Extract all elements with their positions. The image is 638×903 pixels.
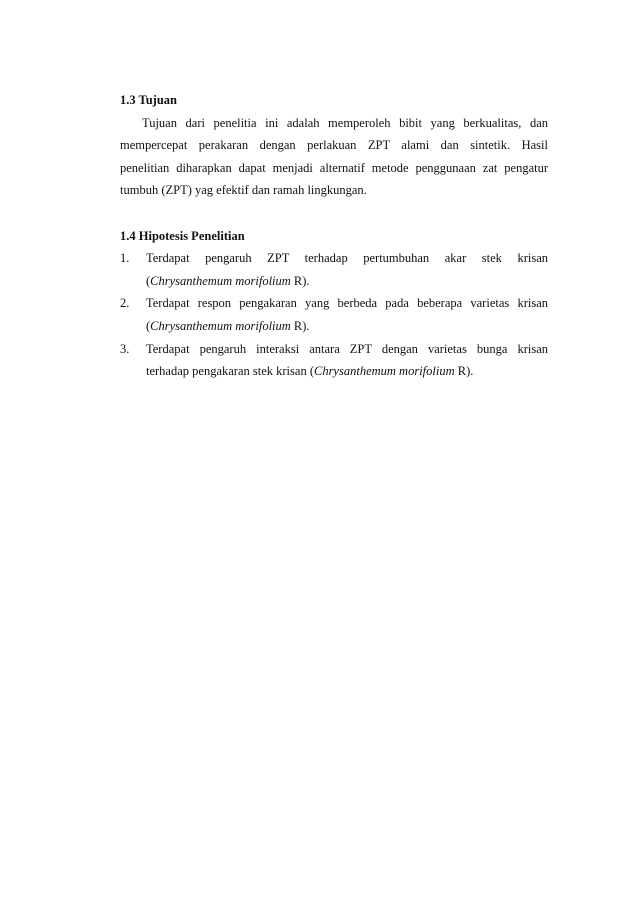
scientific-name: Chrysanthemum morifolium — [313, 364, 455, 379]
list-item — [120, 338, 548, 383]
text-fragment: ( — [146, 273, 151, 288]
list-item-number: 2. — [120, 296, 130, 311]
scientific-name: Chrysanthemum morifolium — [150, 318, 291, 333]
paragraph-line: Tujuan dari penelitia ini adalah memperoleh bibit yang berkualitas, dan — [142, 115, 548, 130]
text-fragment: R). — [290, 273, 310, 288]
list-item — [120, 292, 548, 337]
section-spacer — [120, 202, 548, 225]
list-item-text: Terdapat pengaruh interaksi antara ZPT dengan varietas bunga krisan — [146, 341, 548, 356]
text-fragment: terhadap pengakaran stek krisan ( — [146, 364, 314, 379]
paragraph-line: mempercepat perakaran dengan perlakuan ZPT alami dan sintetik. Hasil — [120, 138, 548, 153]
list-item-continuation — [146, 315, 548, 338]
list-item-text: Terdapat respon pengakaran yang berbeda pada beberapa varietas krisan — [146, 296, 548, 311]
section-heading-tujuan: 1.3 Tujuan — [120, 93, 177, 107]
paragraph-line: penelitian diharapkan dapat menjadi alternatif metode penggunaan zat pengatur — [120, 160, 548, 175]
list-item-continuation — [146, 360, 548, 383]
text-fragment: R). — [290, 318, 310, 333]
scientific-name: Chrysanthemum morifolium — [150, 273, 291, 288]
text-fragment: ( — [146, 318, 151, 333]
list-item-number: 3. — [120, 341, 130, 356]
section-heading-hipotesis: 1.4 Hipotesis Penelitian — [120, 228, 245, 243]
hypothesis-list — [120, 247, 548, 383]
list-item — [120, 247, 548, 292]
paragraph-line: tumbuh (ZPT) yag efektif dan ramah lingkungan. — [120, 183, 367, 198]
text-fragment: R). — [454, 364, 474, 379]
list-item-text: Terdapat pengaruh ZPT terhadap pertumbuhan akar stek krisan — [146, 251, 548, 266]
list-item-number: 1. — [120, 251, 130, 266]
tujuan-paragraph — [120, 112, 548, 202]
document-page — [120, 89, 548, 383]
list-item-continuation — [146, 270, 548, 293]
